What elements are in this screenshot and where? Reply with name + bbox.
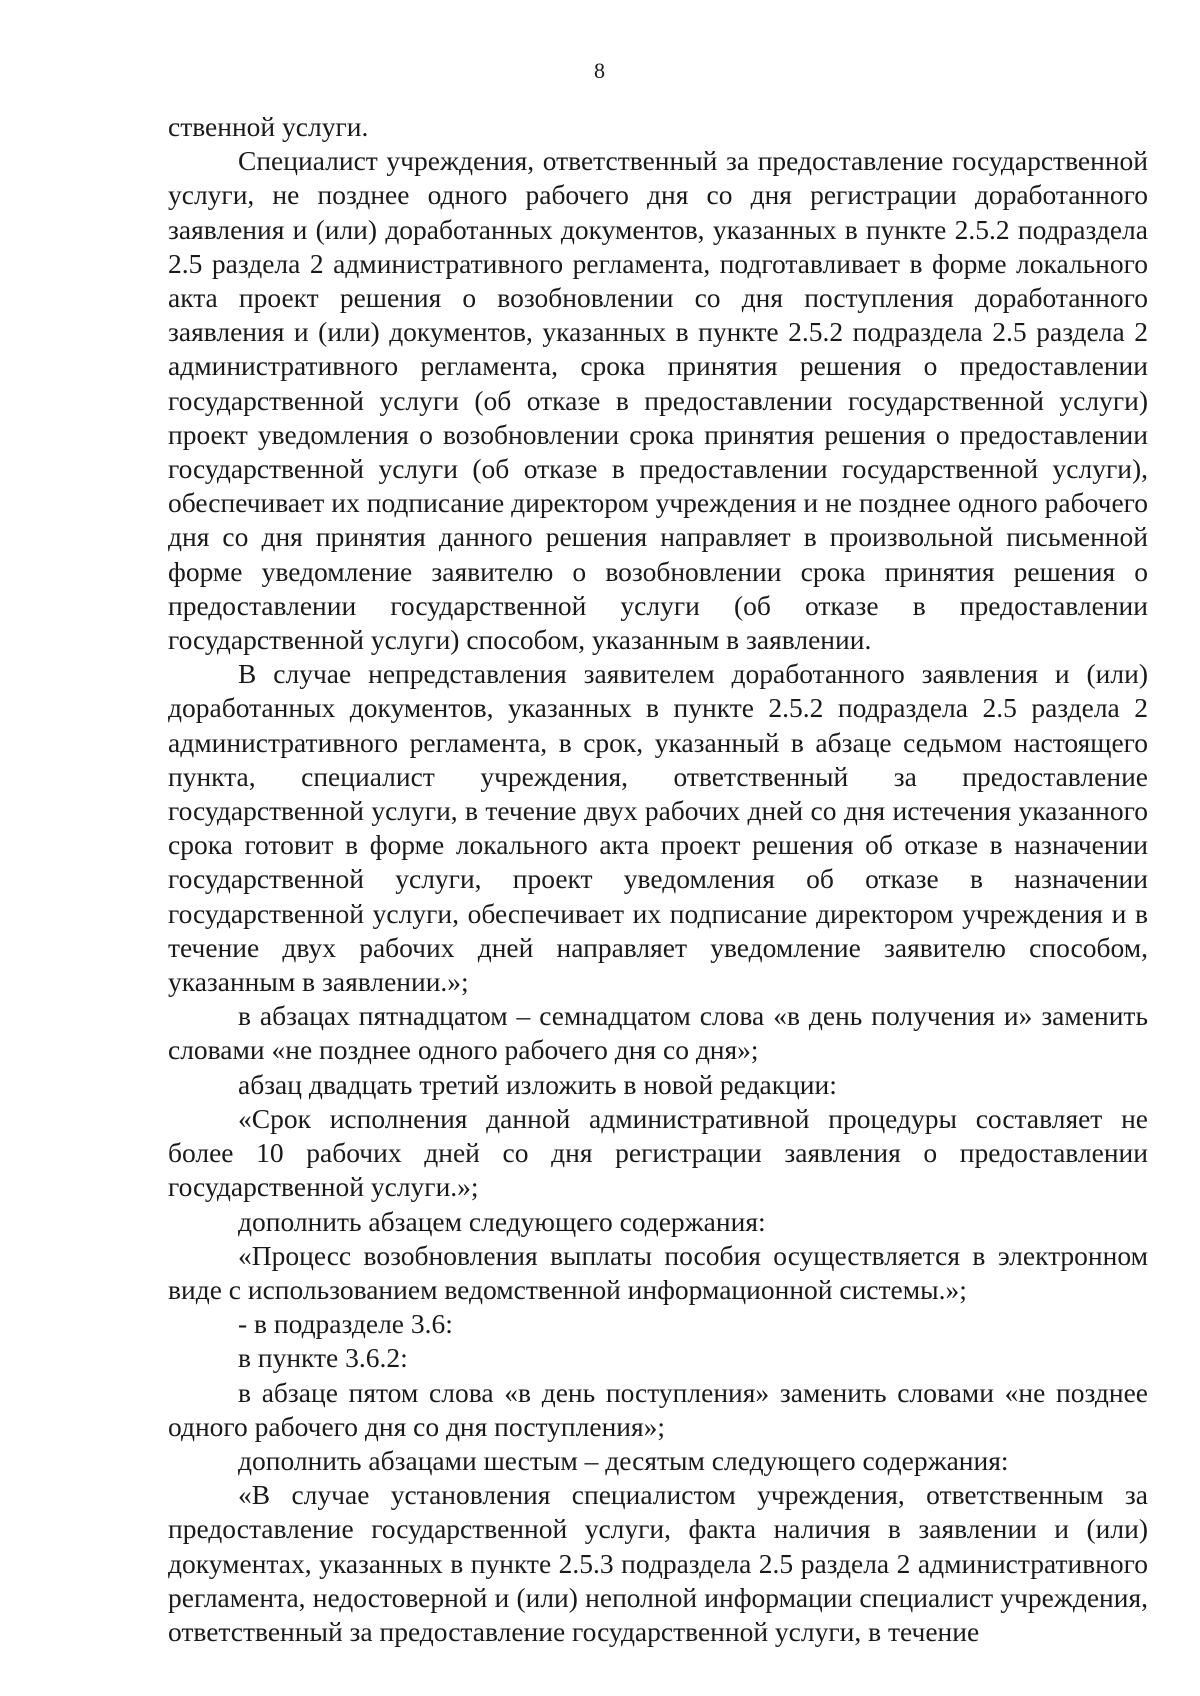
page-number: 8 (594, 58, 606, 83)
paragraph: ственной услуги. (168, 111, 369, 142)
paragraph: Специалист учреждения, ответственный за предоставление государственной услуги, не позднее одного рабочего дня со дня регистрации доработанного заявления и (или) доработанных документов, указанных в пункте 2.5.2 подраздела 2.5 раздела 2 административного регламента, подготавливает в форме локального акта проект решения о возобновлении со дня поступления доработанного заявления и (или) документов, указанных в пункте 2.5.2 подраздела 2.5 раздела 2 административного регламента, срока принятия решения о предоставлении государственной услуги (об отказе в предоставлении государственной услуги) проект уведомления о возобновлении срока принятия решения о предоставлении государственной услуги (об отказе в предоставлении государственной услуги), обеспечивает их подписание директором учреждения и не позднее одного рабочего дня со дня принятия данного решения направляет в произвольной письменной форме уведомление заявителю о возобновлении срока принятия решения о предоставлении государственной услуги (об отказе в предоставлении государственной услуги) способом, указанным в заявлении. (168, 145, 1148, 656)
paragraph: дополнить абзацами шестым – десятым следующего содержания: (238, 1444, 1009, 1476)
paragraph: «Срок исполнения данной административной процедуры составляет не более 10 рабочих дней со дня регистрации заявления о предоставлении государственной услуги.»; (168, 1102, 1148, 1203)
paragraph: в пункте 3.6.2: (238, 1342, 408, 1374)
paragraph: в абзаце пятом слова «в день поступления» заменить словами «не позднее одного рабочего дня со дня поступления»; (168, 1376, 1148, 1442)
paragraph: «В случае установления специалистом учреждения, ответственным за предоставление государственной услуги, факта наличия в заявлении и (или) документах, указанных в пункте 2.5.3 подраздела 2.5 раздела 2 административного регламента, недостоверной и (или) неполной информации специалист учреждения, ответственный за предоставление государственной услуги, в течение (168, 1479, 1148, 1647)
paragraph: абзац двадцать третий изложить в новой редакции: (238, 1068, 837, 1100)
paragraph: дополнить абзацем следующего содержания: (238, 1205, 766, 1237)
paragraph: «Процесс возобновления выплаты пособия осуществляется в электронном виде с использованием ведомственной информационной системы.»; (168, 1239, 1148, 1305)
paragraph: - в подразделе 3.6: (238, 1308, 453, 1340)
paragraph: в абзацах пятнадцатом – семнадцатом слова «в день получения и» заменить словами «не позднее одного рабочего дня со дня»; (168, 1000, 1148, 1066)
paragraph: В случае непредставления заявителем доработанного заявления и (или) доработанных документов, указанных в пункте 2.5.2 подраздела 2.5 раздела 2 административного регламента, в срок, указанный в абзаце седьмом настоящего пункта, специалист учреждения, ответственный за предоставление государственной услуги, в течение двух рабочих дней со дня истечения указанного срока готовит в форме локального акта проект решения об отказе в назначении государственной услуги, проект уведомления об отказе в назначении государственной услуги, обеспечивает их подписание директором учреждения и в течение двух рабочих дней направляет уведомление заявителю способом, указанным в заявлении.»; (168, 658, 1148, 998)
document-body (168, 110, 1148, 1649)
